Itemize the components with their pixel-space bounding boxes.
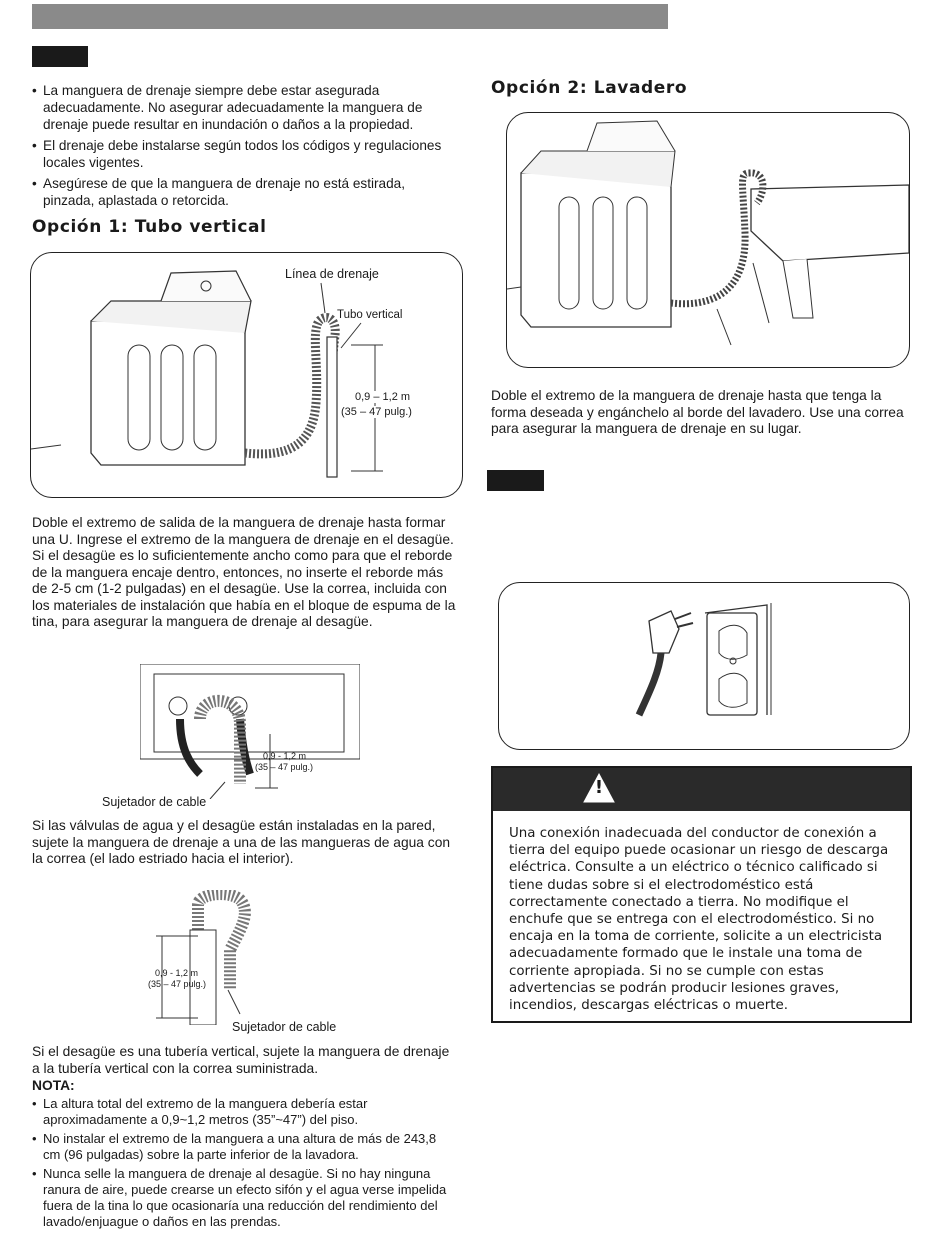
laundry-tub-instructions: Doble el extremo de la manguera de drenaje hasta que tenga la forma deseada y engánchelo al borde del lavadero. Use una correa para asegurar la manguera de drenaje en su lugar. [491,388,904,436]
washer-laundry-tub-illustration [507,113,909,367]
warning-text: Una conexión inadecuada del conductor de conexión a tierra del equipo puede ocasionar un riesgo de descarga eléctrica. Consulte a un eléctrico o técnico calificado si tiene dudas sobre si el electrodoméstico está correctamente conectado a tierra. No modifique el enchufe que se entrega con el electrodoméstico. Si no encaja en la toma de corriente, solicite a un electricista adecuadamente formado que le instale una toma de corriente apropiada. Si no se cumple con estas advertencias se podrán producir lesiones graves, incendios, descargas eléctricas o muerte. [509,826,889,1014]
vertical-pipe-instructions: Si el desagüe es una tubería vertical, sujete la manguera de drenaje a la tubería vertical con la correa suministrada. [32,1044,450,1076]
label-tag-black-2 [487,470,544,491]
fig3-height-meters: 0,9 - 1,2 m [155,968,199,978]
fig2-caption: Sujetador de cable [102,795,207,809]
label-tag-black [32,46,88,67]
nota-list [32,1096,456,1230]
wall-valves-instructions: Si las válvulas de agua y el desagüe están instaladas en la pared, sujete la manguera de drenaje a una de las mangueras de agua con la correa (el lado estriado hacia el interior). [32,818,451,866]
list-item: • La manguera de drenaje siempre debe estar asegurada adecuadamente. No asegurar adecuadamente la manguera de drenaje puede resultar en inundación o daños a la propiedad. [32,82,452,133]
list-item: • La altura total del extremo de la manguera debería estar aproximadamente a 0,9~1,2 metros (35”~47”) del piso. [32,1096,456,1128]
list-item: • El drenaje debe instalarse según todos los códigos y regulaciones locales vigentes. [32,137,452,171]
list-item: • No instalar el extremo de la manguera a una altura de más de 243,8 cm (96 pulgadas) sobre la parte inferior de la lavadora. [32,1131,456,1163]
drain-notes-list [32,82,452,213]
standpipe-instructions: Doble el extremo de salida de la manguera de drenaje hasta formar una U. Ingrese el extremo de la manguera de drenaje en el desagüe. Si el desagüe es lo suficientemente ancho como para que el reborde de la manguera encaje dentro, entonces, no inserte el reborde más de 2-5 cm (1-2 pulgadas) en el desagüe. Use la correa, incluida con los materiales de instalación que había en el bloque de espuma de la tina, para asegurar la manguera de drenaje al desagüe. [32,515,456,629]
wall-valves-illustration [140,664,360,799]
list-item: • Asegúrese de que la manguera de drenaje no está estirada, pinzada, aplastada o retorcida. [32,175,452,209]
warning-exclamation: ! [594,777,604,798]
nota-label: NOTA: [32,1078,75,1093]
standpipe-label: Tubo vertical [337,309,403,321]
option1-heading: Opción 1: Tubo vertical [32,217,267,237]
standpipe-figure [30,252,463,498]
fig3-caption: Sujetador de cable [232,1020,337,1034]
height-meters-label: 0,9 – 1,2 m [355,391,411,403]
drain-line-label: Línea de drenaje [285,267,379,281]
height-inches-label: (35 – 47 pulg.) [341,406,412,418]
fig3-height-inches: (35 – 47 pulg.) [148,979,207,989]
option2-heading: Opción 2: Lavadero [491,78,688,98]
laundry-tub-figure [506,112,910,368]
section-header-bar [32,4,668,29]
standpipe-clip-illustration [150,890,270,1025]
washer-standpipe-illustration [31,253,462,497]
electrical-warning-box [491,766,912,1023]
grounded-plug-figure [498,582,910,750]
plug-outlet-illustration [499,583,909,749]
warning-header [493,768,910,811]
list-item: • Nunca selle la manguera de drenaje al desagüe. Si no hay ninguna ranura de aire, puede crearse un efecto sifón y el agua verse impelida fuera de la tina lo que ocasionaría una reducción del rendimiento del lavado/enjuague o daños en las prendas. [32,1166,456,1230]
fig2-height-meters: 0,9 - 1,2 m [263,751,307,761]
fig2-height-inches: (35 – 47 pulg.) [255,762,314,772]
